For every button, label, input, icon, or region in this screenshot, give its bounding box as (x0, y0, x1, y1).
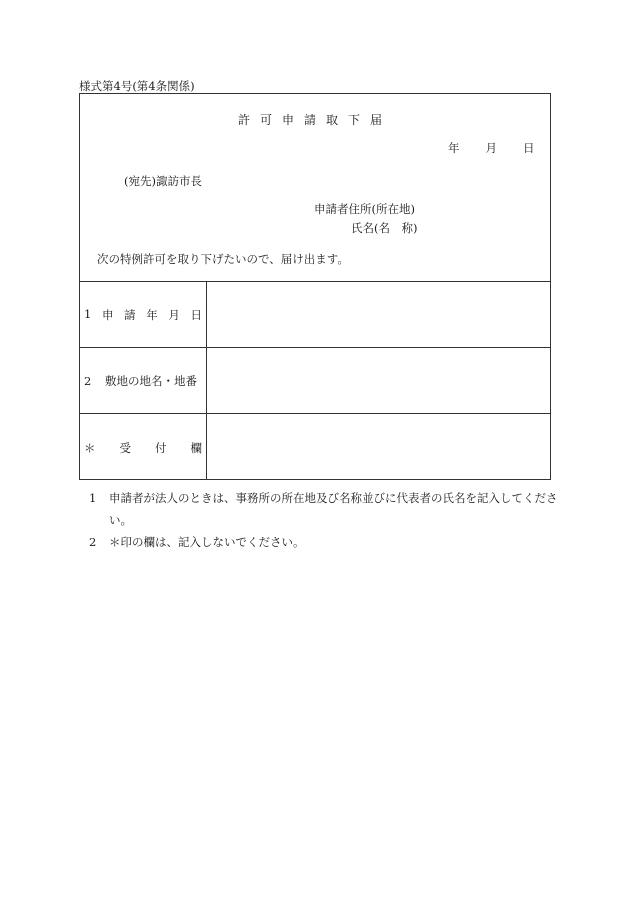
row-label-char: 付 (155, 441, 167, 455)
row-label-application-date (84, 307, 202, 323)
row-number: 2 (84, 374, 92, 388)
row-number: 1 (84, 307, 92, 321)
row-label-char: 受 (119, 441, 131, 455)
row-label-char: 欄 (190, 441, 202, 455)
note-item (79, 531, 559, 553)
addressee: (宛先)諏訪市長 (124, 174, 202, 188)
row-label-char: 請 (124, 308, 136, 322)
applicant-address-label: 申請者住所(所在地) (314, 202, 415, 216)
row-label-reception (84, 440, 202, 456)
column-divider (206, 281, 207, 480)
date-day: 日 (523, 141, 535, 155)
reception-field (208, 414, 550, 479)
note-number: 1 (89, 491, 97, 505)
row-label-char: 日 (190, 308, 202, 322)
row-label-char: 申 (101, 308, 114, 322)
row-label-site-location (84, 373, 202, 389)
row-label-char: 年 (146, 308, 158, 322)
date-month: 月 (485, 141, 497, 155)
date-line (448, 140, 535, 156)
site-location-field[interactable] (208, 348, 550, 412)
notes (79, 487, 559, 553)
applicant-name-label: 氏名(名 称) (351, 221, 418, 235)
statement: 次の特例許可を取り下げたいので、届け出ます。 (97, 252, 349, 266)
note-number: 2 (89, 535, 97, 549)
date-year: 年 (448, 141, 460, 155)
note-item (79, 487, 559, 531)
row-number: ＊ (84, 441, 96, 455)
row-label-char: 月 (168, 308, 180, 322)
form-title: 許可申請取下届 (237, 113, 392, 127)
note-text: ＊印の欄は、記入しないでください。 (109, 535, 305, 549)
application-date-field[interactable] (208, 282, 550, 346)
form-number: 様式第4号(第4条関係) (79, 79, 195, 93)
form-box (79, 93, 551, 480)
note-text: 申請者が法人のときは、事務所の所在地及び名称並びに代表者の氏名を記入してください。 (109, 491, 558, 527)
row-label-text: 敷地の地名・地番 (104, 374, 197, 388)
